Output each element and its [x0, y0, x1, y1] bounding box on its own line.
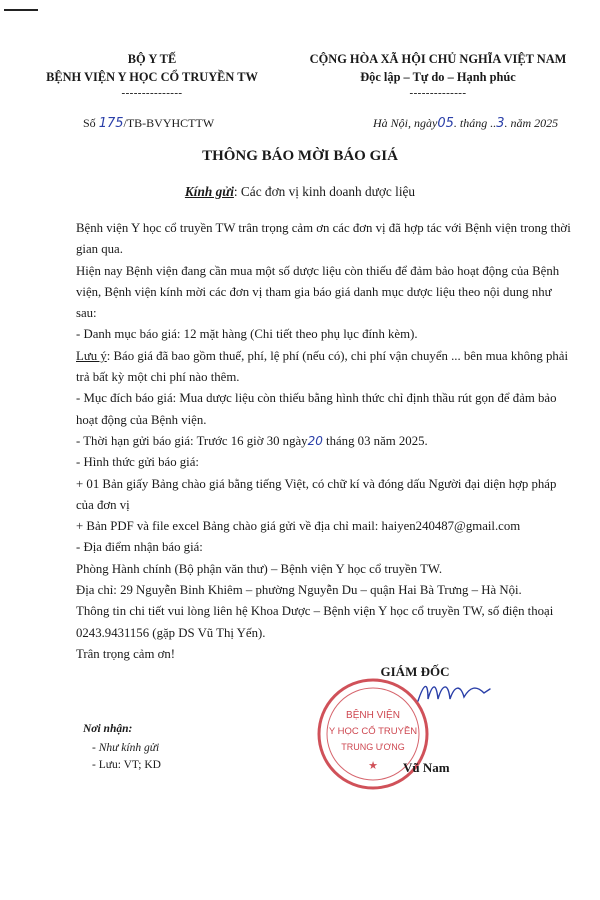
date-month-label: . tháng .. [453, 116, 497, 130]
body-text-intro: Bệnh viện Y học cổ truyền TW trân trọng cảm ơn các đơn vị đã hợp tác với Bệnh viện trong thời gian qua. [76, 221, 571, 257]
stamp-line-3: TRUNG ƯƠNG [341, 742, 405, 752]
stamp-line-2: Y HỌC CỔ TRUYỀN [328, 726, 418, 737]
deadline-suffix: tháng 03 năm 2025. [322, 433, 428, 448]
body-paragraph-office [76, 559, 571, 580]
doc-number-suffix: /TB-BVYHCTTW [123, 116, 215, 130]
body-text-note: : Báo giá đã bao gồm thuế, phí, lệ phí (nếu có), chi phí vận chuyển ... bên mua không phải trả bất kỳ một chi phí nào thêm. [76, 348, 569, 385]
date-year-label: . năm 2025 [504, 116, 559, 130]
date-day-handwritten: 05 [437, 116, 454, 131]
document-date [373, 116, 558, 131]
document-body [76, 218, 571, 665]
hospital-name: BỆNH VIỆN Y HỌC CỔ TRUYỀN TW [46, 70, 258, 84]
document-number [83, 116, 214, 131]
body-paragraph-paper [76, 474, 571, 517]
body-paragraph-list [76, 324, 571, 345]
page-corner-mark [4, 9, 38, 11]
recipient-item: - Lưu: VT; KD [92, 759, 161, 771]
body-paragraph-note [76, 346, 571, 389]
body-text-method: - Hình thức gửi báo giá: [76, 455, 199, 470]
body-text-list: - Danh mục báo giá: 12 mặt hàng (Chi tiết theo phụ lục đính kèm). [76, 327, 418, 342]
body-paragraph-contact [76, 601, 571, 644]
body-paragraph-request [76, 261, 571, 325]
date-month-handwritten: 3 [496, 116, 505, 131]
body-paragraph-location [76, 537, 571, 558]
body-paragraph-method [76, 452, 571, 473]
body-paragraph-intro [76, 218, 571, 261]
body-text-request: Hiện nay Bệnh viện đang cần mua một số dược liệu còn thiếu để đảm bảo hoạt động của Bệnh viện, Bệnh viện kính mời các đơn vị tham gia báo giá danh mục dược liệu theo nội dung như sau: [76, 263, 560, 321]
body-text-address: Địa chỉ: 29 Nguyễn Bỉnh Khiêm – phường Nguyễn Du – quận Hai Bà Trưng – Hà Nội. [76, 583, 522, 598]
national-motto: Độc lập – Tự do – Hạnh phúc [360, 70, 516, 84]
deadline-day-handwritten: 20 [307, 433, 323, 448]
doc-number-prefix: Số [83, 116, 99, 130]
recipient-item: - Như kính gửi [92, 742, 160, 754]
body-paragraph-deadline [76, 431, 571, 452]
date-prefix: Hà Nội, ngày [373, 116, 438, 130]
recipient-text: : Các đơn vị kinh doanh dược liệu [233, 184, 416, 199]
signature-block [300, 664, 530, 680]
body-text-email: + Bản PDF và file excel Bảng chào giá gửi về địa chỉ mail: haiyen240487@gmail.com [76, 519, 521, 534]
signer-name: Vũ Nam [403, 760, 450, 775]
document-title: THÔNG BÁO MỜI BÁO GIÁ [202, 148, 398, 164]
body-text-location: - Địa điểm nhận báo giá: [76, 540, 203, 555]
deadline-prefix: - Thời hạn gửi báo giá: Trước 16 giờ 30 ngày [76, 433, 308, 448]
body-text-paper: + 01 Bản giấy Bảng chào giá bằng tiếng Việt, có chữ kí và đóng dấu Người đại diện hợp pháp của đơn vị [76, 476, 557, 512]
doc-number-handwritten: 175 [98, 116, 124, 131]
body-text-thanks: Trân trọng cảm ơn! [76, 646, 176, 661]
recipient-label: Kính gửi [184, 184, 234, 199]
body-paragraph-email [76, 516, 571, 537]
body-paragraph-purpose [76, 388, 571, 431]
issuer-divider: --------------- [121, 87, 183, 99]
issuer-header [20, 50, 284, 100]
ministry-name: BỘ Y TẾ [127, 52, 177, 66]
body-paragraph-thanks [76, 644, 571, 665]
republic-name: CỘNG HÒA XÃ HỘI CHỦ NGHĨA VIỆT NAM [309, 52, 567, 66]
body-text-purpose: - Mục đích báo giá: Mua dược liệu còn thiếu bằng hình thức chỉ định thầu rút gọn để đảm bảo hoạt động của Bệnh viện. [76, 391, 557, 427]
stamp-line-1: BỆNH VIỆN [346, 710, 400, 721]
body-text-contact: Thông tin chi tiết vui lòng liên hệ Khoa Dược – Bệnh viện Y học cổ truyền TW, số điện thoại 0243.9431156 (gặp DS Vũ Thị Yến). [76, 604, 554, 640]
signer-title: GIÁM ĐỐC [380, 664, 450, 679]
recipient-line [0, 184, 600, 200]
motto-divider: -------------- [409, 87, 467, 99]
body-text-office: Phòng Hành chính (Bộ phận văn thư) – Bệnh viện Y học cổ truyền TW. [76, 561, 443, 576]
recipients-title: Nơi nhận: [83, 723, 133, 735]
national-header [288, 50, 588, 100]
recipients-list [92, 740, 161, 774]
director-signature [414, 675, 494, 709]
body-paragraph-address [76, 580, 571, 601]
note-label: Lưu ý [76, 348, 107, 363]
stamp-star-icon: ★ [368, 760, 378, 772]
